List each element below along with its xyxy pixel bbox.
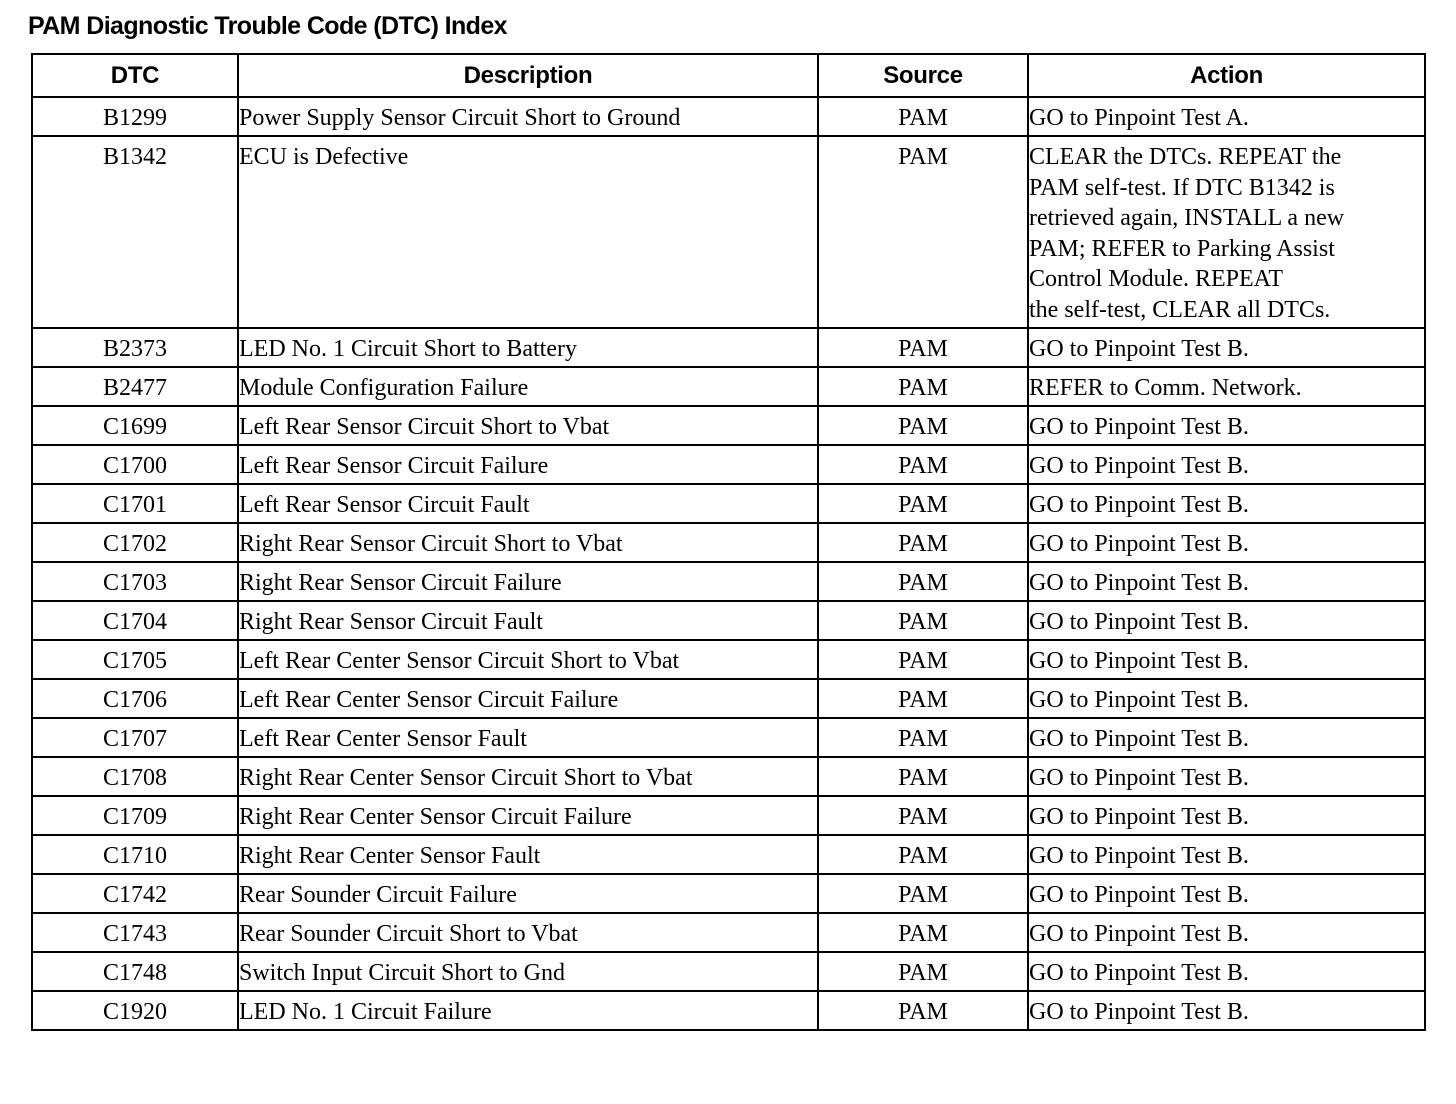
table-row [32,640,1425,679]
action-cell [1028,952,1425,991]
description-cell: Left Rear Center Sensor Circuit Failure [238,679,818,718]
table-body [32,97,1425,1030]
source-cell: PAM [818,679,1028,718]
action-text-line: REFER to Comm. Network. [1029,375,1302,401]
action-cell [1028,718,1425,757]
description-cell: LED No. 1 Circuit Short to Battery [238,328,818,367]
dtc-code-cell: C1703 [32,562,238,601]
table-row [32,445,1425,484]
source-cell: PAM [818,913,1028,952]
table-row [32,835,1425,874]
dtc-code-cell: B2373 [32,328,238,367]
table-row [32,136,1425,328]
dtc-code-cell: C1708 [32,757,238,796]
action-text-line: GO to Pinpoint Test B. [1029,648,1249,674]
column-header-dtc: DTC [32,54,238,97]
description-cell: Left Rear Center Sensor Fault [238,718,818,757]
action-cell [1028,679,1425,718]
source-cell: PAM [818,874,1028,913]
source-cell: PAM [818,97,1028,136]
table-row [32,796,1425,835]
action-text-line: the self-test, CLEAR all DTCs. [1029,296,1331,323]
table-header-row [32,54,1425,97]
dtc-code-cell: C1706 [32,679,238,718]
dtc-code-cell: C1705 [32,640,238,679]
table-row [32,601,1425,640]
action-cell [1028,328,1425,367]
table-row [32,991,1425,1030]
source-cell: PAM [818,991,1028,1030]
action-text-line: PAM; REFER to Parking Assist [1029,235,1335,262]
action-text-line: CLEAR the DTCs. REPEAT the [1029,144,1342,170]
dtc-code-cell: C1748 [32,952,238,991]
source-cell: PAM [818,601,1028,640]
source-cell: PAM [818,484,1028,523]
description-cell: Right Rear Sensor Circuit Fault [238,601,818,640]
table-row [32,952,1425,991]
action-text-line: GO to Pinpoint Test B. [1029,960,1249,986]
source-cell: PAM [818,445,1028,484]
action-text-line: GO to Pinpoint Test B. [1029,804,1249,830]
column-header-source: Source [818,54,1028,97]
table-row [32,874,1425,913]
description-cell: Left Rear Center Sensor Circuit Short to Vbat [238,640,818,679]
action-text-line: GO to Pinpoint Test B. [1029,414,1249,440]
column-header-action: Action [1028,54,1425,97]
action-text-line: GO to Pinpoint Test B. [1029,336,1249,362]
dtc-code-cell: C1742 [32,874,238,913]
description-cell: Right Rear Center Sensor Circuit Failure [238,796,818,835]
dtc-code-cell: C1920 [32,991,238,1030]
dtc-code-cell: B1342 [32,136,238,328]
source-cell: PAM [818,136,1028,328]
action-cell [1028,835,1425,874]
description-cell: Rear Sounder Circuit Short to Vbat [238,913,818,952]
source-cell: PAM [818,406,1028,445]
action-cell [1028,406,1425,445]
description-cell: Right Rear Center Sensor Circuit Short to Vbat [238,757,818,796]
action-cell [1028,640,1425,679]
table-row [32,913,1425,952]
dtc-code-cell: C1701 [32,484,238,523]
action-cell [1028,367,1425,406]
description-cell: Left Rear Sensor Circuit Short to Vbat [238,406,818,445]
dtc-code-cell: C1702 [32,523,238,562]
table-row [32,367,1425,406]
source-cell: PAM [818,640,1028,679]
dtc-code-cell: B2477 [32,367,238,406]
description-cell: ECU is Defective [238,136,818,328]
dtc-code-cell: C1707 [32,718,238,757]
action-text-line: GO to Pinpoint Test B. [1029,531,1249,557]
description-cell: Switch Input Circuit Short to Gnd [238,952,818,991]
action-text-line: GO to Pinpoint Test B. [1029,492,1249,518]
action-text-line: GO to Pinpoint Test B. [1029,765,1249,791]
description-cell: Module Configuration Failure [238,367,818,406]
source-cell: PAM [818,835,1028,874]
action-cell [1028,484,1425,523]
action-cell [1028,796,1425,835]
source-cell: PAM [818,367,1028,406]
description-cell: LED No. 1 Circuit Failure [238,991,818,1030]
source-cell: PAM [818,328,1028,367]
action-cell [1028,136,1425,328]
action-text-line: GO to Pinpoint Test A. [1029,105,1249,131]
action-cell [1028,445,1425,484]
source-cell: PAM [818,523,1028,562]
source-cell: PAM [818,796,1028,835]
action-cell [1028,913,1425,952]
table-row [32,679,1425,718]
source-cell: PAM [818,562,1028,601]
column-header-description: Description [238,54,818,97]
action-text-line: GO to Pinpoint Test B. [1029,843,1249,869]
description-cell: Rear Sounder Circuit Failure [238,874,818,913]
table-row [32,757,1425,796]
dtc-code-cell: C1709 [32,796,238,835]
description-cell: Power Supply Sensor Circuit Short to Ground [238,97,818,136]
action-text-line: GO to Pinpoint Test B. [1029,726,1249,752]
dtc-code-cell: C1700 [32,445,238,484]
description-cell: Right Rear Center Sensor Fault [238,835,818,874]
action-text-line: GO to Pinpoint Test B. [1029,453,1249,479]
action-cell [1028,991,1425,1030]
table-row [32,523,1425,562]
dtc-code-cell: C1710 [32,835,238,874]
table-row [32,328,1425,367]
dtc-index-table [31,53,1426,1031]
description-cell: Left Rear Sensor Circuit Fault [238,484,818,523]
source-cell: PAM [818,952,1028,991]
action-text-line: Control Module. REPEAT [1029,266,1284,292]
description-cell: Right Rear Sensor Circuit Failure [238,562,818,601]
source-cell: PAM [818,757,1028,796]
action-text-line: retrieved again, INSTALL a new [1029,205,1345,231]
dtc-code-cell: C1699 [32,406,238,445]
description-cell: Left Rear Sensor Circuit Failure [238,445,818,484]
action-cell [1028,97,1425,136]
action-text-line: GO to Pinpoint Test B. [1029,687,1249,713]
page-title: PAM Diagnostic Trouble Code (DTC) Index [28,12,507,40]
action-cell [1028,874,1425,913]
table-row [32,406,1425,445]
table-row [32,484,1425,523]
action-text-line: GO to Pinpoint Test B. [1029,999,1249,1025]
action-cell [1028,601,1425,640]
action-text-line: GO to Pinpoint Test B. [1029,882,1249,908]
dtc-code-cell: C1704 [32,601,238,640]
action-cell [1028,562,1425,601]
dtc-code-cell: C1743 [32,913,238,952]
dtc-code-cell: B1299 [32,97,238,136]
table-row [32,718,1425,757]
action-text-line: GO to Pinpoint Test B. [1029,609,1249,635]
action-cell [1028,757,1425,796]
action-cell [1028,523,1425,562]
description-cell: Right Rear Sensor Circuit Short to Vbat [238,523,818,562]
action-text-line: GO to Pinpoint Test B. [1029,570,1249,596]
table-row [32,97,1425,136]
action-text-line: PAM self-test. If DTC B1342 is [1029,174,1335,201]
table-row [32,562,1425,601]
action-text-line: GO to Pinpoint Test B. [1029,921,1249,947]
source-cell: PAM [818,718,1028,757]
